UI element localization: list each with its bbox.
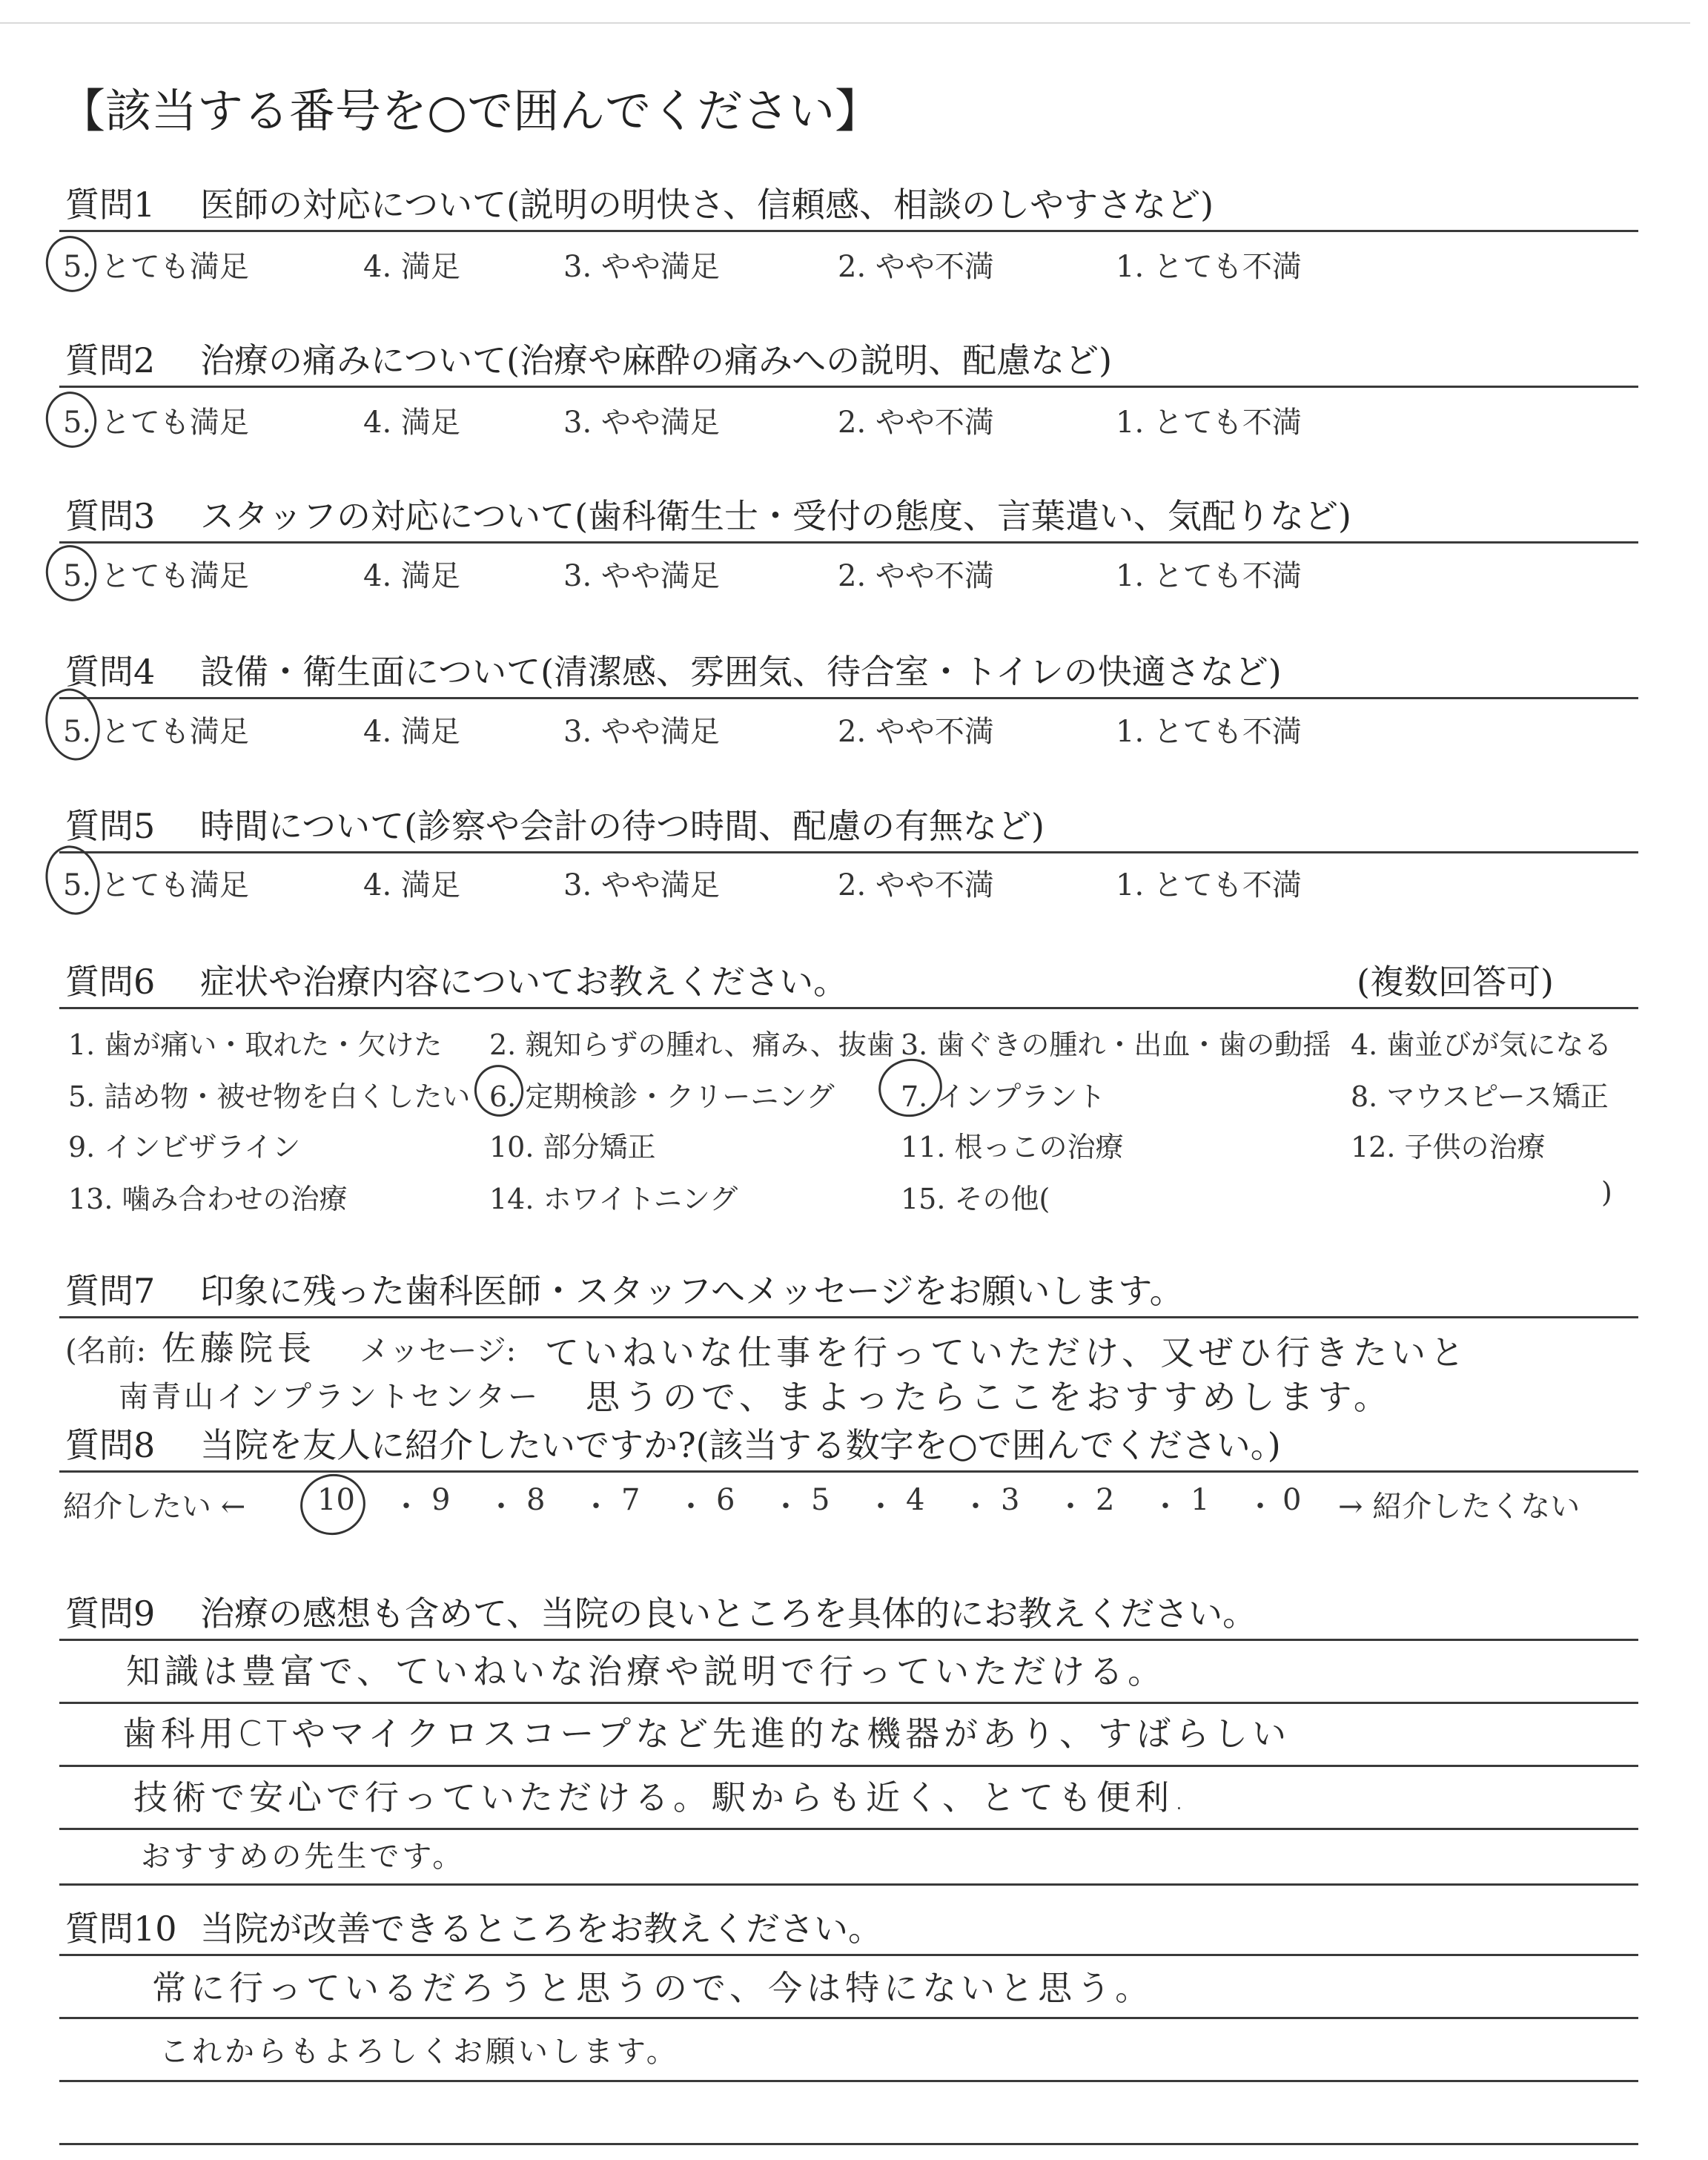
q4-question: 設備・衛生面について(清潔感、雰囲気、待合室・トイレの快適さなど) bbox=[200, 652, 1282, 692]
q6-option-7[interactable]: 7. インプラント bbox=[901, 1080, 1106, 1113]
q8-dot: ・ bbox=[961, 1490, 990, 1524]
q9-line-3 bbox=[59, 1765, 1638, 1767]
q6-option-15-close: ) bbox=[1601, 1176, 1612, 1209]
q7-underline bbox=[59, 1316, 1638, 1318]
q4-option-2[interactable]: 2. やや不満 bbox=[838, 715, 994, 749]
q2-option-2[interactable]: 2. やや不満 bbox=[838, 406, 994, 440]
q3-option-1[interactable]: 1. とても不満 bbox=[1116, 559, 1302, 593]
q1-question: 医師の対応について(説明の明快さ、信頼感、相談のしやすさなど) bbox=[200, 185, 1214, 225]
q3-underline bbox=[59, 541, 1638, 544]
q2-option-5[interactable]: 5. とても満足 bbox=[63, 406, 249, 440]
q6-option-4[interactable]: 4. 歯並びが気になる bbox=[1351, 1028, 1612, 1061]
q8-dot: ・ bbox=[1056, 1490, 1085, 1524]
q7-clinic-name: 南青山インプラントセンター bbox=[119, 1380, 541, 1414]
q5-option-3[interactable]: 3. やや満足 bbox=[563, 868, 720, 902]
q4-option-4[interactable]: 4. 満足 bbox=[363, 715, 460, 749]
q8-question: 当院を友人に紹介したいですか?(該当する数字を○で囲んでください。) bbox=[200, 1425, 1281, 1465]
q8-score-9[interactable]: 9 bbox=[431, 1483, 451, 1517]
q6-option-1[interactable]: 1. 歯が痛い・取れた・欠けた bbox=[68, 1028, 443, 1061]
q1-underline bbox=[59, 230, 1638, 232]
q4-option-3[interactable]: 3. やや満足 bbox=[563, 715, 720, 749]
q8-dot: ・ bbox=[866, 1490, 896, 1524]
q3-question: スタッフの対応について(歯科衛生士・受付の態度、言葉遣い、気配りなど) bbox=[200, 496, 1351, 536]
q4-underline bbox=[59, 697, 1638, 699]
q7-label: 質問7 bbox=[65, 1271, 156, 1311]
q6-label: 質問6 bbox=[65, 962, 156, 1002]
q9-label: 質問9 bbox=[65, 1593, 156, 1634]
q8-score-1[interactable]: 1 bbox=[1191, 1483, 1210, 1517]
q6-option-3[interactable]: 3. 歯ぐきの腫れ・出血・歯の動揺 bbox=[901, 1028, 1331, 1061]
q6-option-8[interactable]: 8. マウスピース矯正 bbox=[1351, 1080, 1609, 1113]
q4-option-1[interactable]: 1. とても不満 bbox=[1116, 715, 1302, 749]
q2-option-1[interactable]: 1. とても不満 bbox=[1116, 406, 1302, 440]
q7-name-label: (名前: bbox=[65, 1334, 147, 1368]
q8-score-6[interactable]: 6 bbox=[716, 1483, 735, 1517]
q5-underline bbox=[59, 851, 1638, 853]
q8-label: 質問8 bbox=[65, 1425, 156, 1465]
q8-score-2[interactable]: 2 bbox=[1096, 1483, 1115, 1517]
q8-dot: ・ bbox=[1245, 1490, 1275, 1524]
q5-label: 質問5 bbox=[65, 806, 156, 846]
q6-option-14[interactable]: 14. ホワイトニング bbox=[489, 1183, 738, 1215]
q3-selection-circle bbox=[41, 541, 102, 606]
q8-dot: ・ bbox=[676, 1490, 706, 1524]
q9-question: 治療の感想も含めて、当院の良いところを具体的にお教えください。 bbox=[200, 1593, 1257, 1634]
q6-question: 症状や治療内容についてお教えください。 bbox=[200, 962, 848, 1002]
q10-answer-line-1[interactable]: 常に行っているだろうと思うので、今は特にないと思う。 bbox=[152, 1968, 1154, 2008]
q2-option-3[interactable]: 3. やや満足 bbox=[563, 406, 720, 440]
q2-question: 治療の痛みについて(治療や麻酔の痛みへの説明、配慮など) bbox=[200, 340, 1113, 380]
q4-selection-circle bbox=[39, 684, 107, 766]
q5-question: 時間について(診察や会計の待つ時間、配慮の有無など) bbox=[200, 806, 1045, 846]
q10-line-4 bbox=[59, 2143, 1638, 2145]
q3-option-5[interactable]: 5. とても満足 bbox=[63, 559, 249, 593]
q10-question: 当院が改善できるところをお教えください。 bbox=[200, 1909, 882, 1949]
q5-option-4[interactable]: 4. 満足 bbox=[363, 868, 460, 902]
q1-option-4[interactable]: 4. 満足 bbox=[363, 250, 460, 284]
q2-label: 質問2 bbox=[65, 340, 156, 380]
q1-option-1[interactable]: 1. とても不満 bbox=[1116, 250, 1302, 284]
q7-message-line-2[interactable]: 思うので、まよったらここをおすすめします。 bbox=[586, 1377, 1392, 1417]
q8-score-5[interactable]: 5 bbox=[811, 1483, 830, 1517]
q9-line-1 bbox=[59, 1639, 1638, 1641]
q7-name-value[interactable]: 佐藤院長 bbox=[162, 1328, 316, 1368]
q9-answer-line-3[interactable]: 技術で安心で行っていただける。駅からも近く、とても便利. bbox=[133, 1777, 1189, 1817]
q8-score-10[interactable]: 10 bbox=[317, 1483, 355, 1517]
q6-option-11[interactable]: 11. 根っこの治療 bbox=[901, 1131, 1124, 1163]
q1-label: 質問1 bbox=[65, 185, 156, 225]
q8-score-7[interactable]: 7 bbox=[621, 1483, 640, 1517]
q1-selection-circle bbox=[41, 231, 102, 297]
q8-dot: ・ bbox=[581, 1490, 611, 1524]
q3-option-3[interactable]: 3. やや満足 bbox=[563, 559, 720, 593]
q6-option-13[interactable]: 13. 噛み合わせの治療 bbox=[68, 1183, 348, 1215]
q7-question: 印象に残った歯科医師・スタッフへメッセージをお願いします。 bbox=[200, 1271, 1184, 1311]
q8-score-4[interactable]: 4 bbox=[906, 1483, 925, 1517]
q1-option-3[interactable]: 3. やや満足 bbox=[563, 250, 720, 284]
q10-line-1 bbox=[59, 1954, 1638, 1956]
q6-underline bbox=[59, 1007, 1638, 1009]
q9-line-2 bbox=[59, 1702, 1638, 1704]
q8-score-8[interactable]: 8 bbox=[526, 1483, 546, 1517]
q10-line-2 bbox=[59, 2017, 1638, 2019]
q8-left-label: 紹介したい ← bbox=[63, 1490, 246, 1524]
q10-line-3 bbox=[59, 2080, 1638, 2082]
q9-answer-line-4[interactable]: おすすめの先生です。 bbox=[141, 1840, 466, 1874]
q8-right-label: → 紹介したくない bbox=[1338, 1490, 1580, 1524]
q2-option-4[interactable]: 4. 満足 bbox=[363, 406, 460, 440]
q10-answer-line-2[interactable]: これからもよろしくお願いします。 bbox=[159, 2035, 679, 2069]
q3-option-2[interactable]: 2. やや不満 bbox=[838, 559, 994, 593]
q10-label: 質問10 bbox=[65, 1909, 177, 1949]
q5-option-2[interactable]: 2. やや不満 bbox=[838, 868, 994, 902]
q8-dot: ・ bbox=[771, 1490, 801, 1524]
q6-option-5[interactable]: 5. 詰め物・被せ物を白くしたい bbox=[68, 1080, 471, 1113]
q5-option-1[interactable]: 1. とても不満 bbox=[1116, 868, 1302, 902]
q1-option-5[interactable]: 5. とても満足 bbox=[63, 250, 249, 284]
q6-option-6[interactable]: 6. 定期検診・クリーニング bbox=[489, 1080, 835, 1113]
q6-option-12[interactable]: 12. 子供の治療 bbox=[1351, 1131, 1546, 1163]
q6-option-2[interactable]: 2. 親知らずの腫れ、痛み、抜歯 bbox=[489, 1028, 895, 1061]
q2-underline bbox=[59, 386, 1638, 388]
q8-dot: ・ bbox=[1151, 1490, 1180, 1524]
q3-label: 質問3 bbox=[65, 496, 156, 536]
q8-dot: ・ bbox=[391, 1490, 421, 1524]
q5-option-5[interactable]: 5. とても満足 bbox=[63, 868, 249, 902]
q1-option-2[interactable]: 2. やや不満 bbox=[838, 250, 994, 284]
q8-selection-circle bbox=[294, 1468, 371, 1542]
q6-multiple-note: (複数回答可) bbox=[1357, 962, 1554, 1002]
q4-option-5[interactable]: 5. とても満足 bbox=[63, 715, 249, 749]
q9-line-4 bbox=[59, 1828, 1638, 1830]
q8-score-0[interactable]: 0 bbox=[1282, 1483, 1302, 1517]
q2-selection-circle bbox=[41, 387, 102, 452]
page-title: 【該当する番号を○で囲んでください】 bbox=[59, 84, 881, 138]
q6-option-15[interactable]: 15. その他( bbox=[901, 1183, 1050, 1215]
q8-score-3[interactable]: 3 bbox=[1001, 1483, 1020, 1517]
q6-option-10[interactable]: 10. 部分矯正 bbox=[489, 1131, 656, 1163]
scan-edge-line bbox=[0, 22, 1690, 24]
q9-answer-line-2[interactable]: 歯科用CTやマイクロスコープなど先進的な機器があり、すばらしい bbox=[122, 1714, 1291, 1754]
q7-message-line-1[interactable]: ていねいな仕事を行っていただけ、又ぜひ行きたいと bbox=[545, 1332, 1469, 1373]
q9-line-5 bbox=[59, 1883, 1638, 1886]
q4-label: 質問4 bbox=[65, 652, 156, 692]
q8-dot: ・ bbox=[486, 1490, 516, 1524]
q7-message-label: メッセージ: bbox=[360, 1334, 517, 1368]
q9-answer-line-1[interactable]: 知識は豊富で、ていねいな治療や説明で行っていただける。 bbox=[126, 1651, 1167, 1691]
q8-underline bbox=[59, 1470, 1638, 1473]
q6-option-9[interactable]: 9. インビザライン bbox=[68, 1131, 301, 1163]
q3-option-4[interactable]: 4. 満足 bbox=[363, 559, 460, 593]
